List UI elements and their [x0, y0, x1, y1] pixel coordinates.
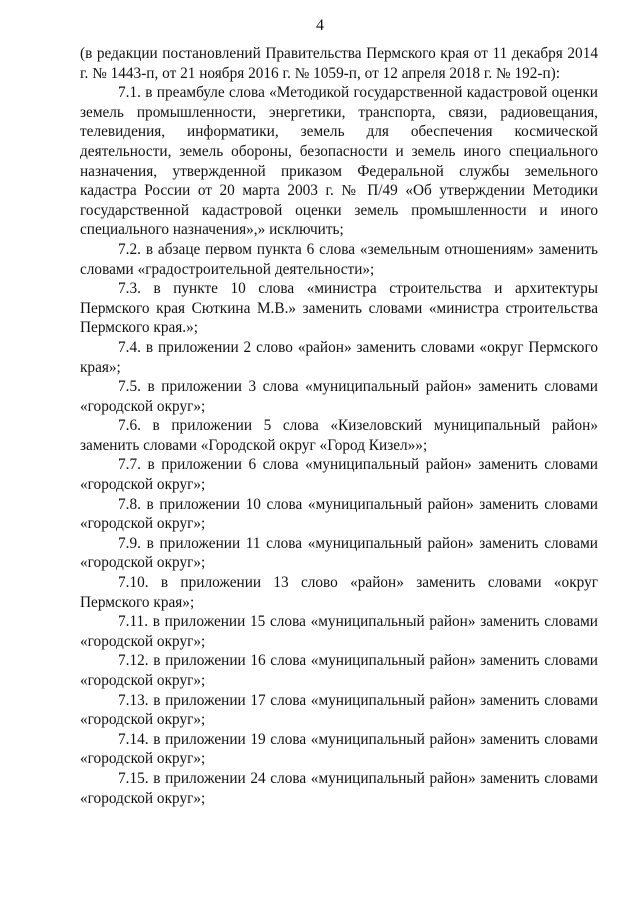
paragraph-7-2: 7.2. в абзаце первом пункта 6 слова «земельным отношениям» заменить словами «градостроительной деятельности»; — [80, 240, 598, 278]
paragraph-7-7: 7.7. в приложении 6 слова «муниципальный район» заменить словами «городской округ»; — [80, 456, 598, 494]
page-number: 4 — [316, 17, 324, 34]
paragraph-7-9: 7.9. в приложении 11 слова «муниципальный район» заменить словами «городской округ»; — [80, 534, 598, 572]
paragraph-7-15: 7.15. в приложении 24 слова «муниципальный район» заменить словами «городской округ»; — [80, 769, 598, 807]
paragraph-7-8: 7.8. в приложении 10 слова «муниципальный район» заменить словами «городской округ»; — [80, 495, 598, 533]
paragraph-intro: (в редакции постановлений Правительства Пермского края от 11 декабря 2014 г. № 1443-п, от 21 ноября 2016 г. № 1059-п, от 12 апреля 2018 г. № 192-п): — [80, 45, 598, 82]
paragraph-7-3: 7.3. в пункте 10 слова «министра строительства и архитектуры Пермского края Сюткина М.В.» заменить словами «министра строительства Пермского края.»; — [80, 280, 598, 337]
paragraph-7-14: 7.14. в приложении 19 слова «муниципальный район» заменить словами «городской округ»; — [80, 730, 598, 768]
paragraph-7-10: 7.10. в приложении 13 слово «район» заменить словами «округ Пермского края»; — [80, 574, 598, 611]
paragraph-7-6: 7.6. в приложении 5 слова «Кизеловский муниципальный район» заменить словами «Городской округ «Город Кизел»»; — [80, 417, 598, 454]
document-body — [80, 44, 598, 808]
paragraph-7-1: 7.1. в преамбуле слова «Методикой государственной кадастровой оценки земель промышленности, энергетики, транспорта, связи, радиовещания, телевидения, информатики, земель для обеспечения космической деятельности, земель обороны, безопасности и земель иного специального назначения, утвержденной приказом Федеральной службы земельного кадастра России от 20 марта 2003 г. № П/49 «Об утверждении Методики государственной кадастровой оценки земель промышленности и иного специального назначения»,» исключить; — [80, 84, 598, 239]
paragraph-7-13: 7.13. в приложении 17 слова «муниципальный район» заменить словами «городской округ»; — [80, 691, 598, 729]
paragraph-7-12: 7.12. в приложении 16 слова «муниципальный район» заменить словами «городской округ»; — [80, 652, 598, 689]
paragraph-7-5: 7.5. в приложении 3 слова «муниципальный район» заменить словами «городской округ»; — [80, 378, 598, 415]
paragraph-7-11: 7.11. в приложении 15 слова «муниципальный район» заменить словами «городской округ»; — [80, 613, 598, 650]
paragraph-7-4: 7.4. в приложении 2 слово «район» заменить словами «округ Пермского края»; — [80, 338, 598, 376]
